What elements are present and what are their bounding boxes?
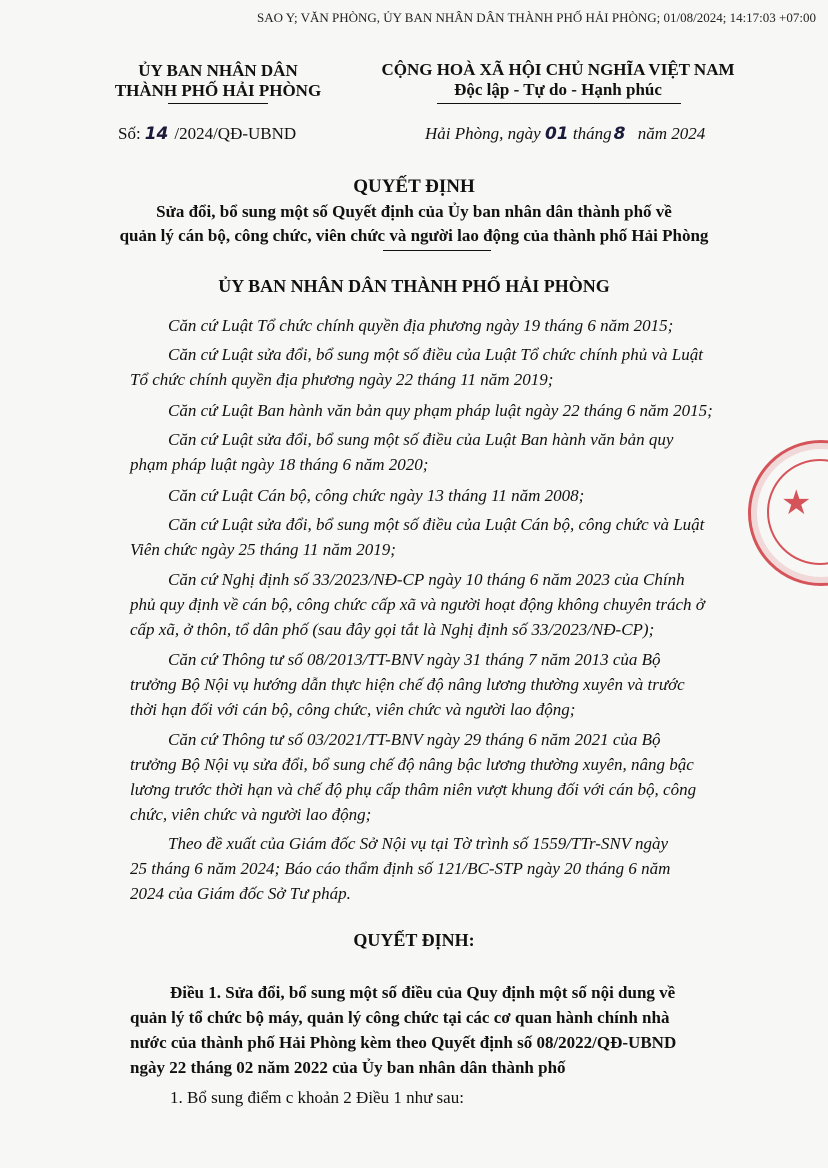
- article-1-line: Điều 1. Sửa đổi, bổ sung một số điều của Quy định một số nội dung về: [170, 983, 676, 1002]
- subtitle-underline: [383, 250, 491, 251]
- basis-line: lương trước thời hạn và chế độ phụ cấp thâm niên vượt khung đối với cán bộ, công: [130, 780, 697, 799]
- red-seal-stamp: [748, 440, 828, 586]
- basis-line: Căn cứ Luật Ban hành văn bản quy phạm pháp luật ngày 22 tháng 6 năm 2015;: [168, 401, 713, 420]
- document-date: [425, 124, 705, 144]
- issuing-authority: ỦY BAN NHÂN DÂN THÀNH PHỐ HẢI PHÒNG: [218, 276, 610, 296]
- agency-name-line2: THÀNH PHỐ HẢI PHÒNG: [114, 81, 322, 100]
- basis-line: 2024 của Giám đốc Sở Tư pháp.: [130, 884, 351, 903]
- basis-line: trưởng Bộ Nội vụ sửa đổi, bổ sung chế độ nâng bậc lương thường xuyên, nâng bậc: [130, 755, 694, 774]
- decision-title: QUYẾT ĐỊNH: [353, 176, 475, 197]
- motto-underline: [437, 103, 681, 104]
- basis-line: Tổ chức chính quyền địa phương ngày 22 tháng 11 năm 2019;: [130, 370, 554, 389]
- basis-line: cấp xã, ở thôn, tổ dân phố (sau đây gọi tắt là Nghị định số 33/2023/NĐ-CP);: [130, 620, 655, 639]
- basis-line: trưởng Bộ Nội vụ hướng dẫn thực hiện chế độ nâng lương thường xuyên và trước: [130, 675, 685, 694]
- basis-line: chức, viên chức và người lao động;: [130, 805, 372, 824]
- basis-line: Căn cứ Luật sửa đổi, bổ sung một số điều của Luật Ban hành văn bản quy: [168, 430, 674, 449]
- agency-name-line1: ỦY BAN NHÂN DÂN: [138, 61, 298, 80]
- doc-number-suffix: /2024/QĐ-UBND: [174, 124, 297, 143]
- decision-subtitle-line1: Sửa đổi, bổ sung một số Quyết định của Ủy ban nhân dân thành phố về: [156, 202, 672, 221]
- nation-motto: Độc lập - Tự do - Hạnh phúc: [454, 80, 662, 99]
- basis-line: phạm pháp luật ngày 18 tháng 6 năm 2020;: [130, 455, 429, 474]
- date-year: năm 2024: [637, 124, 706, 143]
- date-month-label: tháng: [572, 124, 612, 143]
- doc-number-handwritten: 14: [144, 124, 169, 144]
- basis-line: thời hạn đối với cán bộ, công chức, viên chức và người lao động;: [130, 700, 576, 719]
- digital-signature-stamp: SAO Y; VĂN PHÒNG, ỦY BAN NHÂN DÂN THÀNH PHỐ HẢI PHÒNG; 01/08/2024; 14:17:03 +07:00: [256, 10, 816, 25]
- basis-line: Căn cứ Luật Tổ chức chính quyền địa phương ngày 19 tháng 6 năm 2015;: [168, 316, 674, 335]
- basis-line: Căn cứ Thông tư số 03/2021/TT-BNV ngày 29 tháng 6 năm 2021 của Bộ: [168, 730, 661, 749]
- basis-line: Theo đề xuất của Giám đốc Sở Nội vụ tại Tờ trình số 1559/TTr-SNV ngày: [168, 834, 669, 853]
- doc-number-prefix: Số:: [118, 124, 141, 143]
- basis-line: Viên chức ngày 25 tháng 11 năm 2019;: [130, 540, 396, 559]
- basis-line: Căn cứ Nghị định số 33/2023/NĐ-CP ngày 10 tháng 6 năm 2023 của Chính: [168, 570, 685, 589]
- agency-underline: [168, 103, 268, 104]
- basis-line: Căn cứ Luật sửa đổi, bổ sung một số điều của Luật Cán bộ, công chức và Luật: [168, 515, 705, 534]
- clause-1: 1. Bổ sung điểm c khoản 2 Điều 1 như sau:: [170, 1088, 464, 1107]
- decision-subtitle-line2: quản lý cán bộ, công chức, viên chức và người lao động của thành phố Hải Phòng: [119, 226, 709, 245]
- date-prefix: Hải Phòng, ngày: [425, 124, 541, 143]
- article-1-line: ngày 22 tháng 02 năm 2022 của Ủy ban nhân dân thành phố: [130, 1058, 566, 1077]
- decision-heading: QUYẾT ĐỊNH:: [353, 930, 475, 950]
- basis-line: Căn cứ Luật sửa đổi, bổ sung một số điều của Luật Tổ chức chính phủ và Luật: [168, 345, 703, 364]
- basis-line: Căn cứ Luật Cán bộ, công chức ngày 13 tháng 11 năm 2008;: [168, 486, 585, 505]
- seal-star-icon: ★: [781, 483, 812, 523]
- date-month-handwritten: 8: [613, 124, 626, 144]
- date-day-handwritten: 01: [544, 124, 569, 144]
- basis-line: Căn cứ Thông tư số 08/2013/TT-BNV ngày 31 tháng 7 năm 2013 của Bộ: [168, 650, 661, 669]
- basis-line: phủ quy định về cán bộ, công chức cấp xã và người hoạt động không chuyên trách ở: [130, 595, 705, 614]
- article-1-line: quản lý tổ chức bộ máy, quản lý công chức tại các cơ quan hành chính nhà: [130, 1008, 670, 1027]
- article-1-line: nước của thành phố Hải Phòng kèm theo Quyết định số 08/2022/QĐ-UBND: [130, 1033, 677, 1052]
- basis-line: 25 tháng 6 năm 2024; Báo cáo thẩm định số 121/BC-STP ngày 20 tháng 6 năm: [130, 859, 671, 878]
- nation-title: CỘNG HOÀ XÃ HỘI CHỦ NGHĨA VIỆT NAM: [381, 60, 735, 79]
- document-number: [118, 124, 296, 144]
